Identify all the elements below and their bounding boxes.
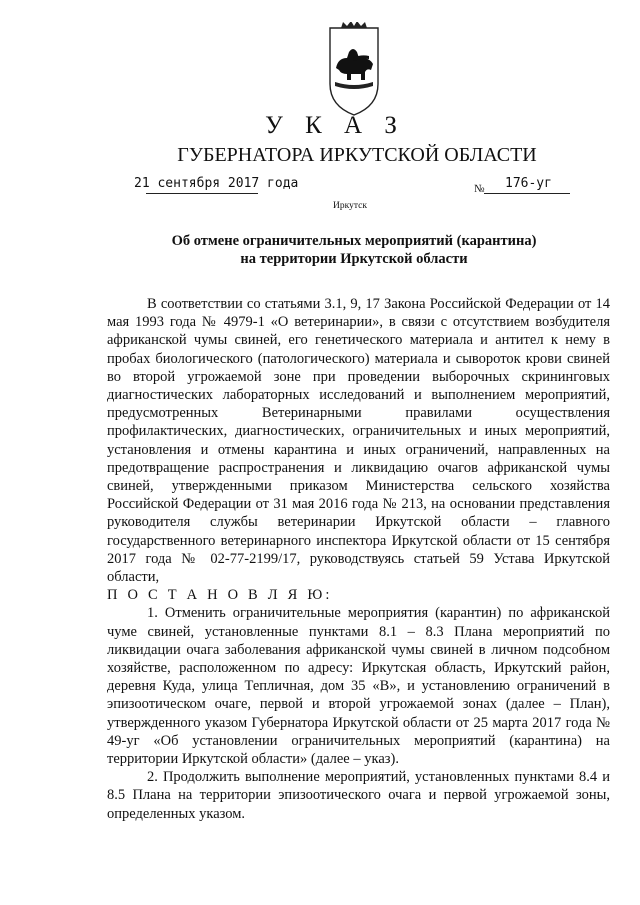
document-body — [107, 295, 610, 823]
document-title — [0, 232, 640, 268]
document-type: У К А З — [265, 112, 405, 139]
document-date: 21 сентября 2017 года — [134, 176, 299, 191]
item-2-paragraph: 2. Продолжить выполнение мероприятий, установленных пунктами 8.4 и 8.5 Плана на территории эпизоотического очага и первой угрожаемой зоны, определенных указом. — [107, 769, 610, 822]
issuer-title: ГУБЕРНАТОРА ИРКУТСКОЙ ОБЛАСТИ — [177, 144, 537, 166]
date-underline — [146, 193, 258, 194]
title-line-1: Об отмене ограничительных мероприятий (карантина) — [171, 233, 537, 249]
title-line-2: на территории Иркутской области — [240, 251, 468, 267]
city-name: Иркутск — [333, 201, 367, 211]
number-sign: № — [474, 183, 485, 195]
preamble-paragraph: В соответствии со статьями 3.1, 9, 17 Закона Российской Федерации от 14 мая 1993 года № 4979-1 «О ветеринарии», в связи с отсутствием возбудителя африканской чумы свиней, его генетического материала и антител к нему в пробах биологического (патологического) материала и сывороток крови свиней во второй угрожаемой зоне при проведении выборочных скрининговых диагностических лабораторных исследований и выполнением мероприятий, предусмотренных Ветеринарными правилами осуществления профилактических, диагностических, ограничительных и иных мероприятий, установления и отмены карантина и иных ограничений, направленных на предотвращение распространения и ликвидацию очагов африканской чумы свиней, утвержденными приказом Министерства сельского хозяйства Российской Федерации от 31 мая 2016 года № 213, на основании представления руководителя службы ветеринарии Иркутской области – главного государственного ветеринарного инспектора Иркутской области от 15 сентября 2017 года № 02-77-2199/17, руководствуясь статьей 59 Устава Иркутской области, — [107, 296, 610, 586]
document-number: 176-уг — [505, 176, 552, 191]
coat-of-arms-icon — [327, 22, 381, 118]
decree-heading: П О С Т А Н О В Л Я Ю: — [107, 587, 333, 604]
item-1-paragraph: 1. Отменить ограничительные мероприятия (карантин) по африканской чуме свиней, установленные пунктами 8.1 – 8.3 Плана мероприятий по ликвидации очага заболевания африканской чумы свиней в личном подсобном хозяйстве, расположенном по адресу: Иркутская область, Иркутский район, деревня Куда, улица Тепличная, дом 35 «В», и установлению ограничений в эпизоотическом очаге, первой и второй угрожаемой зонах (далее – План), утвержденного указом Губернатора Иркутской области от 25 марта 2017 года № 49-уг «Об установлении ограничительных мероприятий (карантина) на территории Иркутской области» (далее – указ). — [107, 605, 610, 768]
number-underline — [484, 193, 570, 194]
